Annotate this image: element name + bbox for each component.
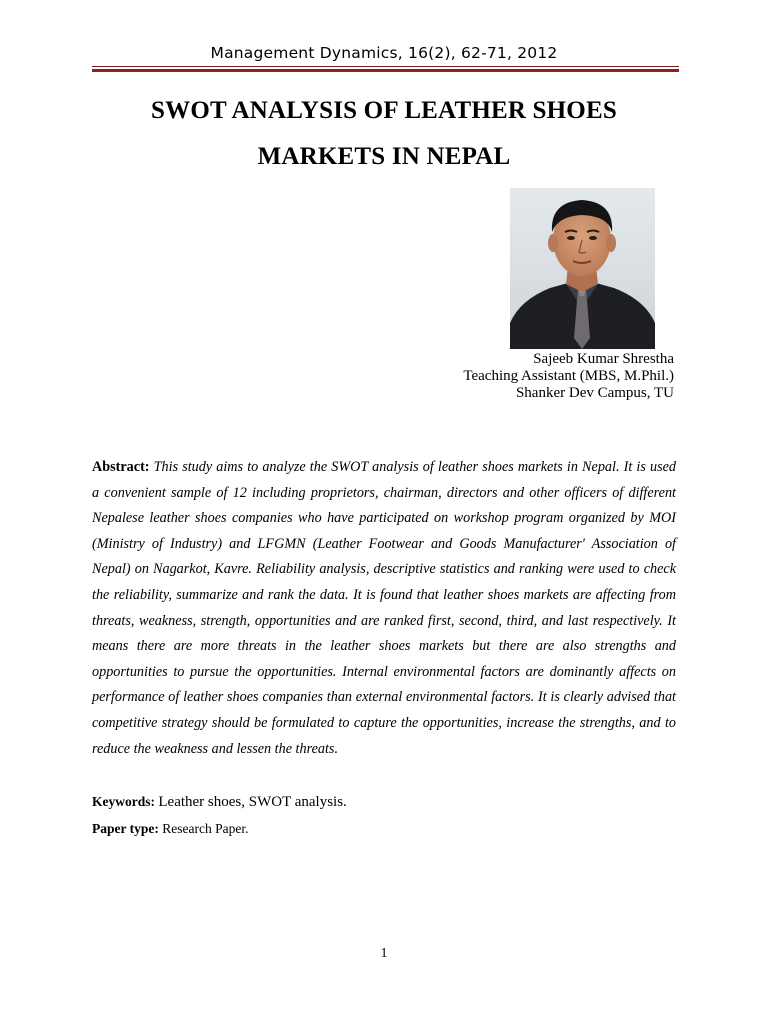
title-line-2: MARKETS IN NEPAL: [257, 143, 511, 170]
title-line-1: SWOT ANALYSIS OF LEATHER SHOES: [151, 97, 617, 124]
paper-title: [60, 88, 708, 180]
keywords-text: Leather shoes, SWOT analysis.: [158, 794, 347, 810]
author-name: Sajeeb Kumar Shrestha: [533, 351, 674, 367]
paper-type: [92, 821, 248, 837]
paper-type-label: Paper type:: [92, 821, 163, 836]
author-position: Teaching Assistant (MBS, M.Phil.): [463, 368, 674, 384]
keywords: [92, 794, 347, 811]
abstract: [92, 455, 676, 762]
journal-header: Management Dynamics, 16(2), 62-71, 2012: [210, 44, 558, 62]
header-rule-thin: [92, 66, 679, 67]
abstract-label: Abstract:: [92, 459, 154, 475]
author-affiliation: Shanker Dev Campus, TU: [515, 385, 674, 401]
author-photo: [510, 188, 655, 349]
keywords-label: Keywords:: [92, 794, 159, 809]
header-rule-thick: [92, 69, 679, 72]
author-block: [463, 351, 674, 402]
paper-type-text: Research Paper.: [162, 821, 249, 836]
abstract-text: This study aims to analyze the SWOT analysis of leather shoes markets in Nepal. It is used a convenient sample of 12 including proprietors, chairman, directors and other officers of different Nepalese leather shoes companies who have participated on workshop program organized by MOI (Ministry of Industry) and LFGMN (Leather Footwear and Goods Manufacturer' Association of Nepal) on Nagarkot, Kavre. Reliability analysis, descriptive statistics and ranking were used to check the reliability, summarize and rank the data. It is found that leather shoes markets are affecting from threats, weakness, strength, opportunities and are ranked first, second, third, and last respectively. It means there are more threats in the leather shoes markets but there are also strengths and opportunities to pursue the opportunities. Internal environmental factors are dominantly affects on performance of leather shoes companies than external environmental factors. It is clearly advised that competitive strategy should be formulated to capture the opportunities, increase the strengths, and to reduce the weakness and lessen the threats.: [92, 459, 676, 757]
page-number: 1: [380, 946, 388, 961]
